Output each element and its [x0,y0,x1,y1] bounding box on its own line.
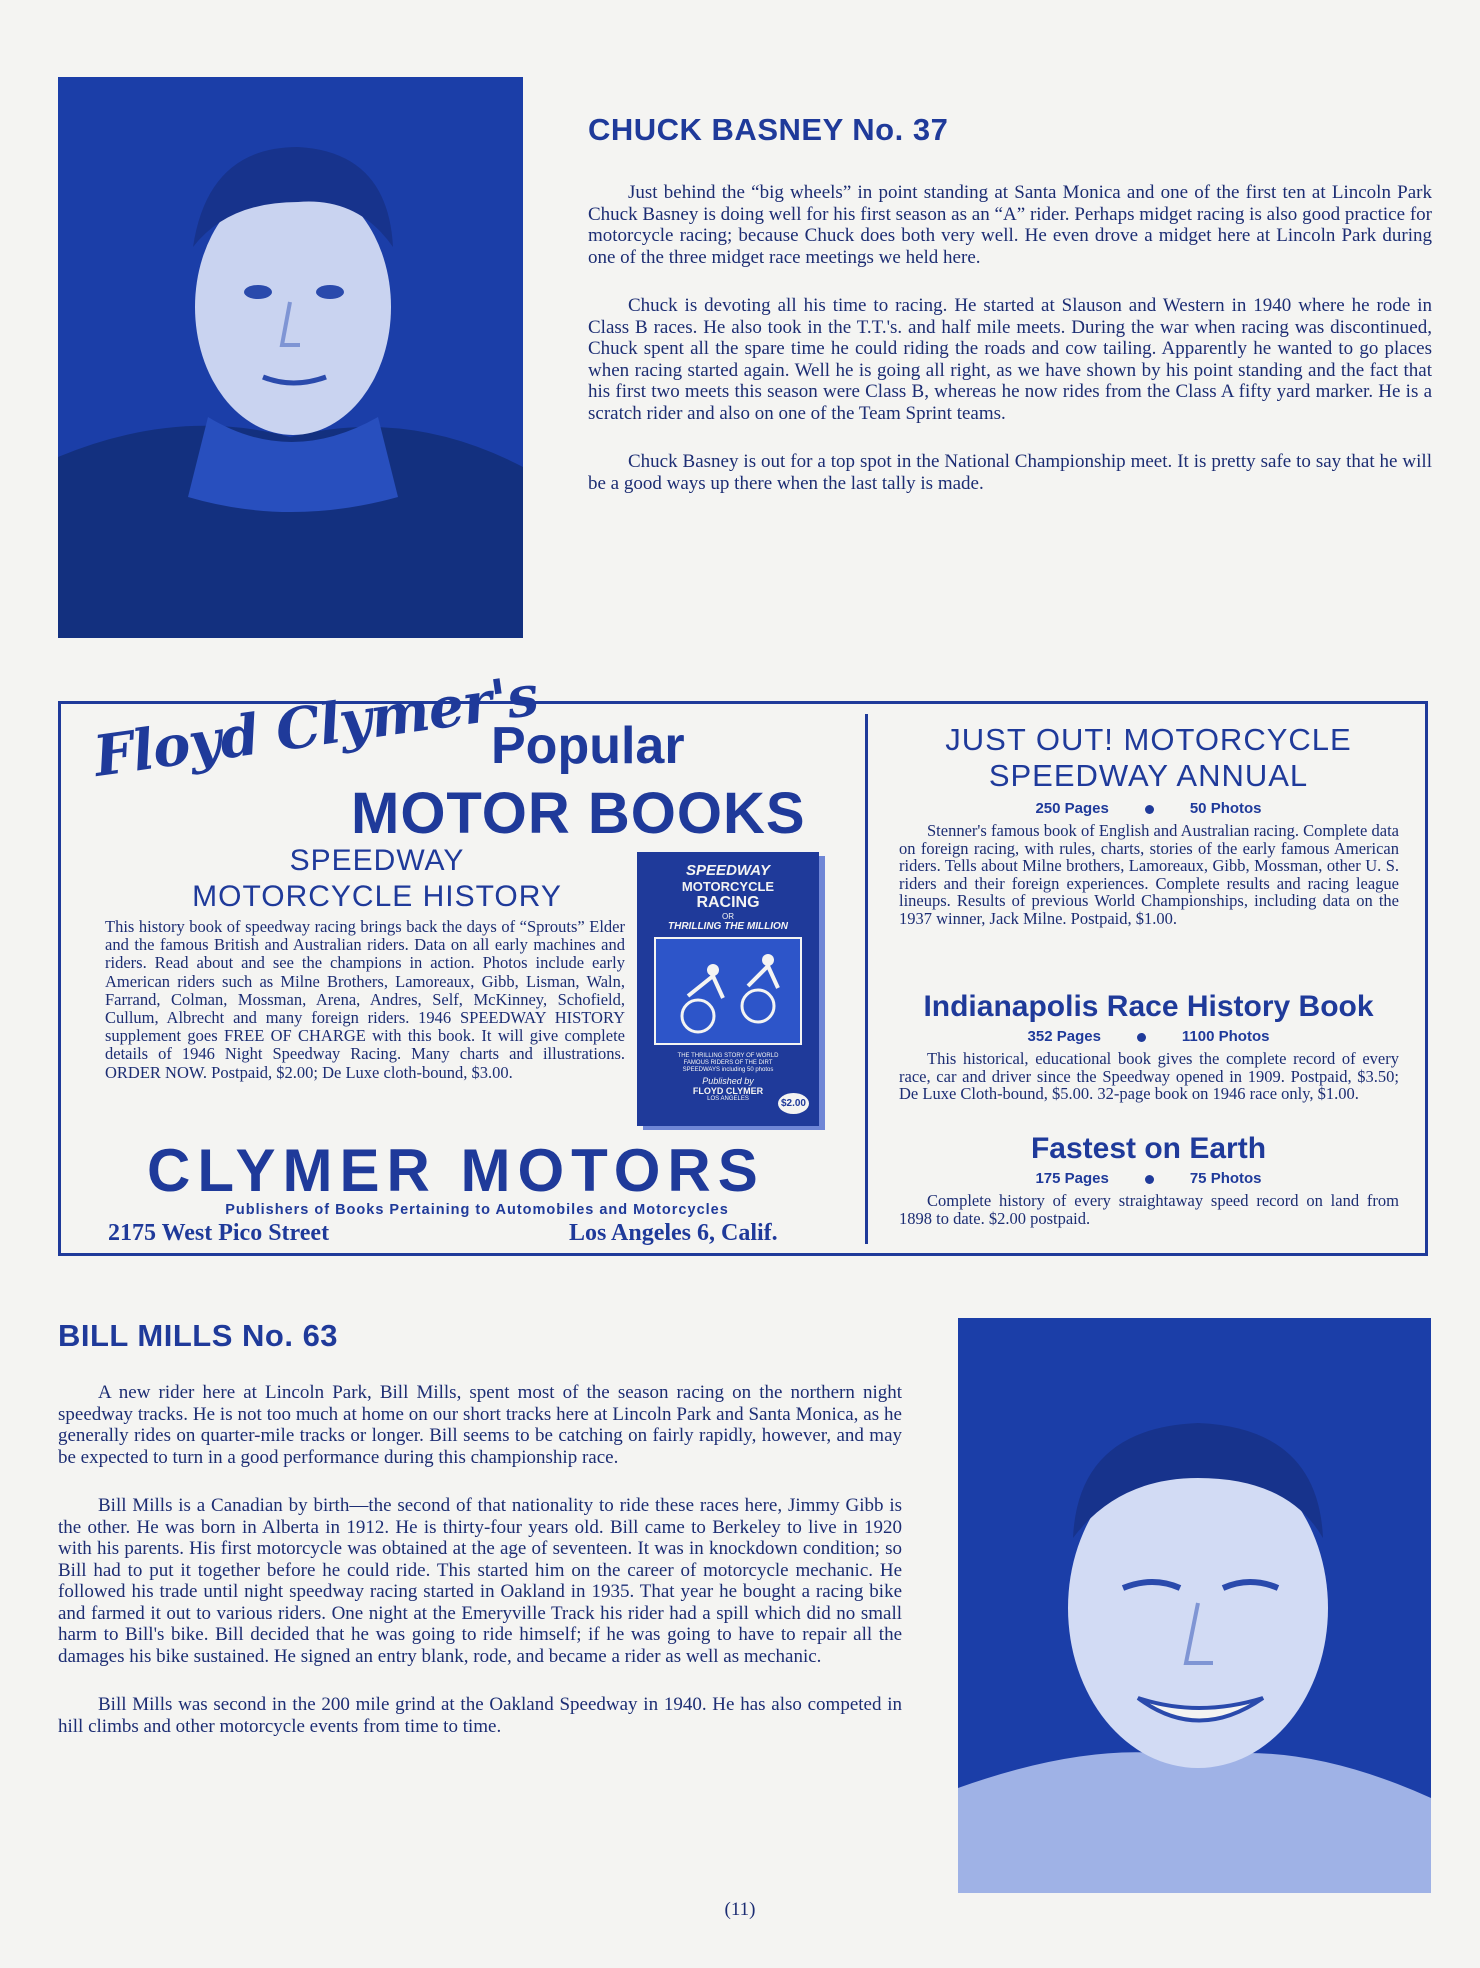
speedway-history-subhead-2: MOTORCYCLE HISTORY [192,880,562,913]
cover-price-badge: $2.00 [778,1093,809,1114]
cover-city: LOS ANGELES [707,1096,749,1102]
fastest-pages: 175 Pages [1035,1170,1109,1187]
annual-stats [871,800,1426,817]
rider1-paragraph-1: Just behind the “big wheels” in point standing at Santa Monica and one of the first ten at Lincoln Park Chuck Basney is doing well for his first season as an “A” rider. Perhaps midget racing is also good practice for motorcycle racing; because Chuck does both very well. He even drove a midget here at Lincoln Park during one of the three midget race meetings we held here. [588,182,1432,268]
cover-title-3: RACING [696,894,760,911]
fastest-photos: 75 Photos [1189,1170,1262,1187]
publishers-tagline: Publishers of Books Pertaining to Automobiles and Motorcycles [225,1202,729,1218]
rider2-heading: BILL MILLS No. 63 [58,1318,339,1353]
page-number: (11) [724,1899,756,1920]
fastest-stats [871,1170,1426,1187]
cover-title-5: THRILLING THE MILLION [668,921,788,932]
fastest-body: Complete history of every straightaway speed record on land from 1898 to date. $2.00 postpaid. [899,1191,1399,1228]
floyd-clymer-logo: Floyd Clymer's [89,662,542,790]
rider2-paragraph-1: A new rider here at Lincoln Park, Bill Mills, spent most of the season racing on the northern night speedway tracks. He is not too much at home on our short tracks here at Lincoln Park and Santa Monica, as he generally rides on quarter-mile tracks or longer. Bill seems to be catching on fairly rapidly, however, and may be expected to turn in a good performance during this championship race. [58,1382,902,1468]
annual-description [899,822,1399,928]
annual-body: Stenner's famous book of English and Australian racing. Complete data on foreign racing, with rules, charts, stories of the early famous American riders. Tells about Milne brothers, Lamoreaux, Gibb, Mossman, other U. S. riders and their foreign experiences. Complete results and racing league lineups. Results of previous World Championships, including data on the 1937 winner, Jack Milne. Postpaid, $1.00. [899,821,1399,928]
cover-riders-illustration [653,936,803,1046]
ad-popular-label: Popular [491,717,685,775]
fastest-description [899,1192,1399,1227]
rider1-paragraph-3: Chuck Basney is out for a top spot in the National Championship meet. It is pretty safe to say that he will be a good ways up there when the last tally is made. [588,451,1432,494]
portrait-illustration [958,1318,1431,1893]
cover-published-by: Published by [702,1076,754,1086]
bullet-icon [1145,1175,1154,1184]
indianapolis-description [899,1050,1399,1103]
clymer-advertisement [58,662,1428,1256]
bullet-icon [1145,805,1154,814]
annual-title-1: JUST OUT! MOTORCYCLE [945,722,1352,757]
indianapolis-stats [871,1028,1426,1045]
cover-title-1: SPEEDWAY [686,862,770,879]
indianapolis-pages: 352 Pages [1027,1028,1101,1045]
rider-photo-chuck-basney [58,77,523,638]
company-name: CLYMER MOTORS [147,1137,765,1204]
indianapolis-title: Indianapolis Race History Book [923,990,1374,1023]
rider-photo-bill-mills [958,1318,1431,1893]
annual-pages: 250 Pages [1035,800,1109,817]
book-cover-speedway-racing [637,852,819,1126]
ad-left-panel [61,662,865,1253]
cover-caption: THE THRILLING STORY OF WORLD FAMOUS RIDERS OF THE DIRT SPEEDWAYS including 50 photos [677,1053,779,1073]
indianapolis-body: This historical, educational book gives the complete record of every race, car and driver since the Speedway opened in 1909. Postpaid, $3.50; De Luxe Cloth-bound, $5.00. 32-page book on 1946 race only, $1.00. [899,1049,1399,1104]
ad-right-panel [871,704,1426,1253]
address-street: 2175 West Pico Street [108,1220,330,1246]
cover-title-4: OR [722,912,734,921]
bullet-icon [1137,1033,1146,1042]
cover-publisher: FLOYD CLYMER [692,1086,764,1096]
ad-motor-books-label: MOTOR BOOKS [351,781,806,846]
fastest-title: Fastest on Earth [1030,1132,1267,1165]
annual-title-2: SPEEDWAY ANNUAL [988,758,1309,793]
address-city: Los Angeles 6, Calif. [569,1220,778,1246]
rider2-paragraph-2: Bill Mills is a Canadian by birth—the second of that nationality to ride these races here, Jimmy Gibb is the other. He was born in Alberta in 1912. He is thirty-four years old. Bill came to Berkeley to live in 1920 with his parents. His first motorcycle was obtained at the age of seventeen. It was in knockdown condition; so Bill had to put it together before he could ride. This started him on the career of motorcycle mechanic. He followed his trade until night speedway racing started in Oakland in 1935. That year he bought a racing bike and farmed it out to various riders. One night at the Emeryville Track his rider had a spill which did no small harm to Bill's bike. Bill decided that he was going to ride himself; if he was going to have to repair all the damages his bike sustained. He signed an entry blank, rode, and became a rider as well as mechanic. [58,1495,902,1667]
rider2-paragraph-3: Bill Mills was second in the 200 mile grind at the Oakland Speedway in 1940. He has also competed in hill climbs and other motorcycle events from time to time. [58,1694,902,1737]
speedway-history-subhead-1: SPEEDWAY [289,844,465,877]
cover-title-2: MOTORCYCLE [681,879,775,894]
rider1-bio [588,182,1432,521]
rider1-paragraph-2: Chuck is devoting all his time to racing. He started at Slauson and Western in 1940 where he rode in Class B races. He also took in the T.T.'s. and half mile meets. During the war when racing was discontinued, Chuck spent all the spare time he could riding the roads and cow tailing. Apparently he wanted to go places when racing started again. Well he is going all right, as we have shown by his point standing and the fact that his first two meets this season were Class B, whereas he now rides from the Class A fifty yard marker. He is a scratch rider and also on one of the Team Sprint teams. [588,295,1432,424]
indianapolis-photos: 1100 Photos [1181,1028,1270,1045]
portrait-illustration [58,77,523,638]
ad-divider [865,714,868,1244]
speedway-history-description: This history book of speedway racing brings back the days of “Sprouts” Elder and the famous British and Australian riders. Data on all early machines and riders. Read about and see the champions in action. Photos include early American riders such as Milne Brothers, Lamoreaux, Gibb, Lisman, Waln, Farrand, Colman, Mossman, Arena, Andres, Self, McKinney, Schofield, Cullum, Albrecht and many foreign riders. 1946 SPEEDWAY HISTORY supplement goes FREE OF CHARGE with this book. It will give complete details of 1946 Night Speedway Racing. Many charts and illustrations. ORDER NOW. Postpaid, $2.00; De Luxe cloth-bound, $3.00. [105,917,625,1082]
annual-photos: 50 Photos [1189,800,1262,817]
rider2-bio [58,1382,902,1764]
rider1-heading: CHUCK BASNEY No. 37 [588,112,949,147]
